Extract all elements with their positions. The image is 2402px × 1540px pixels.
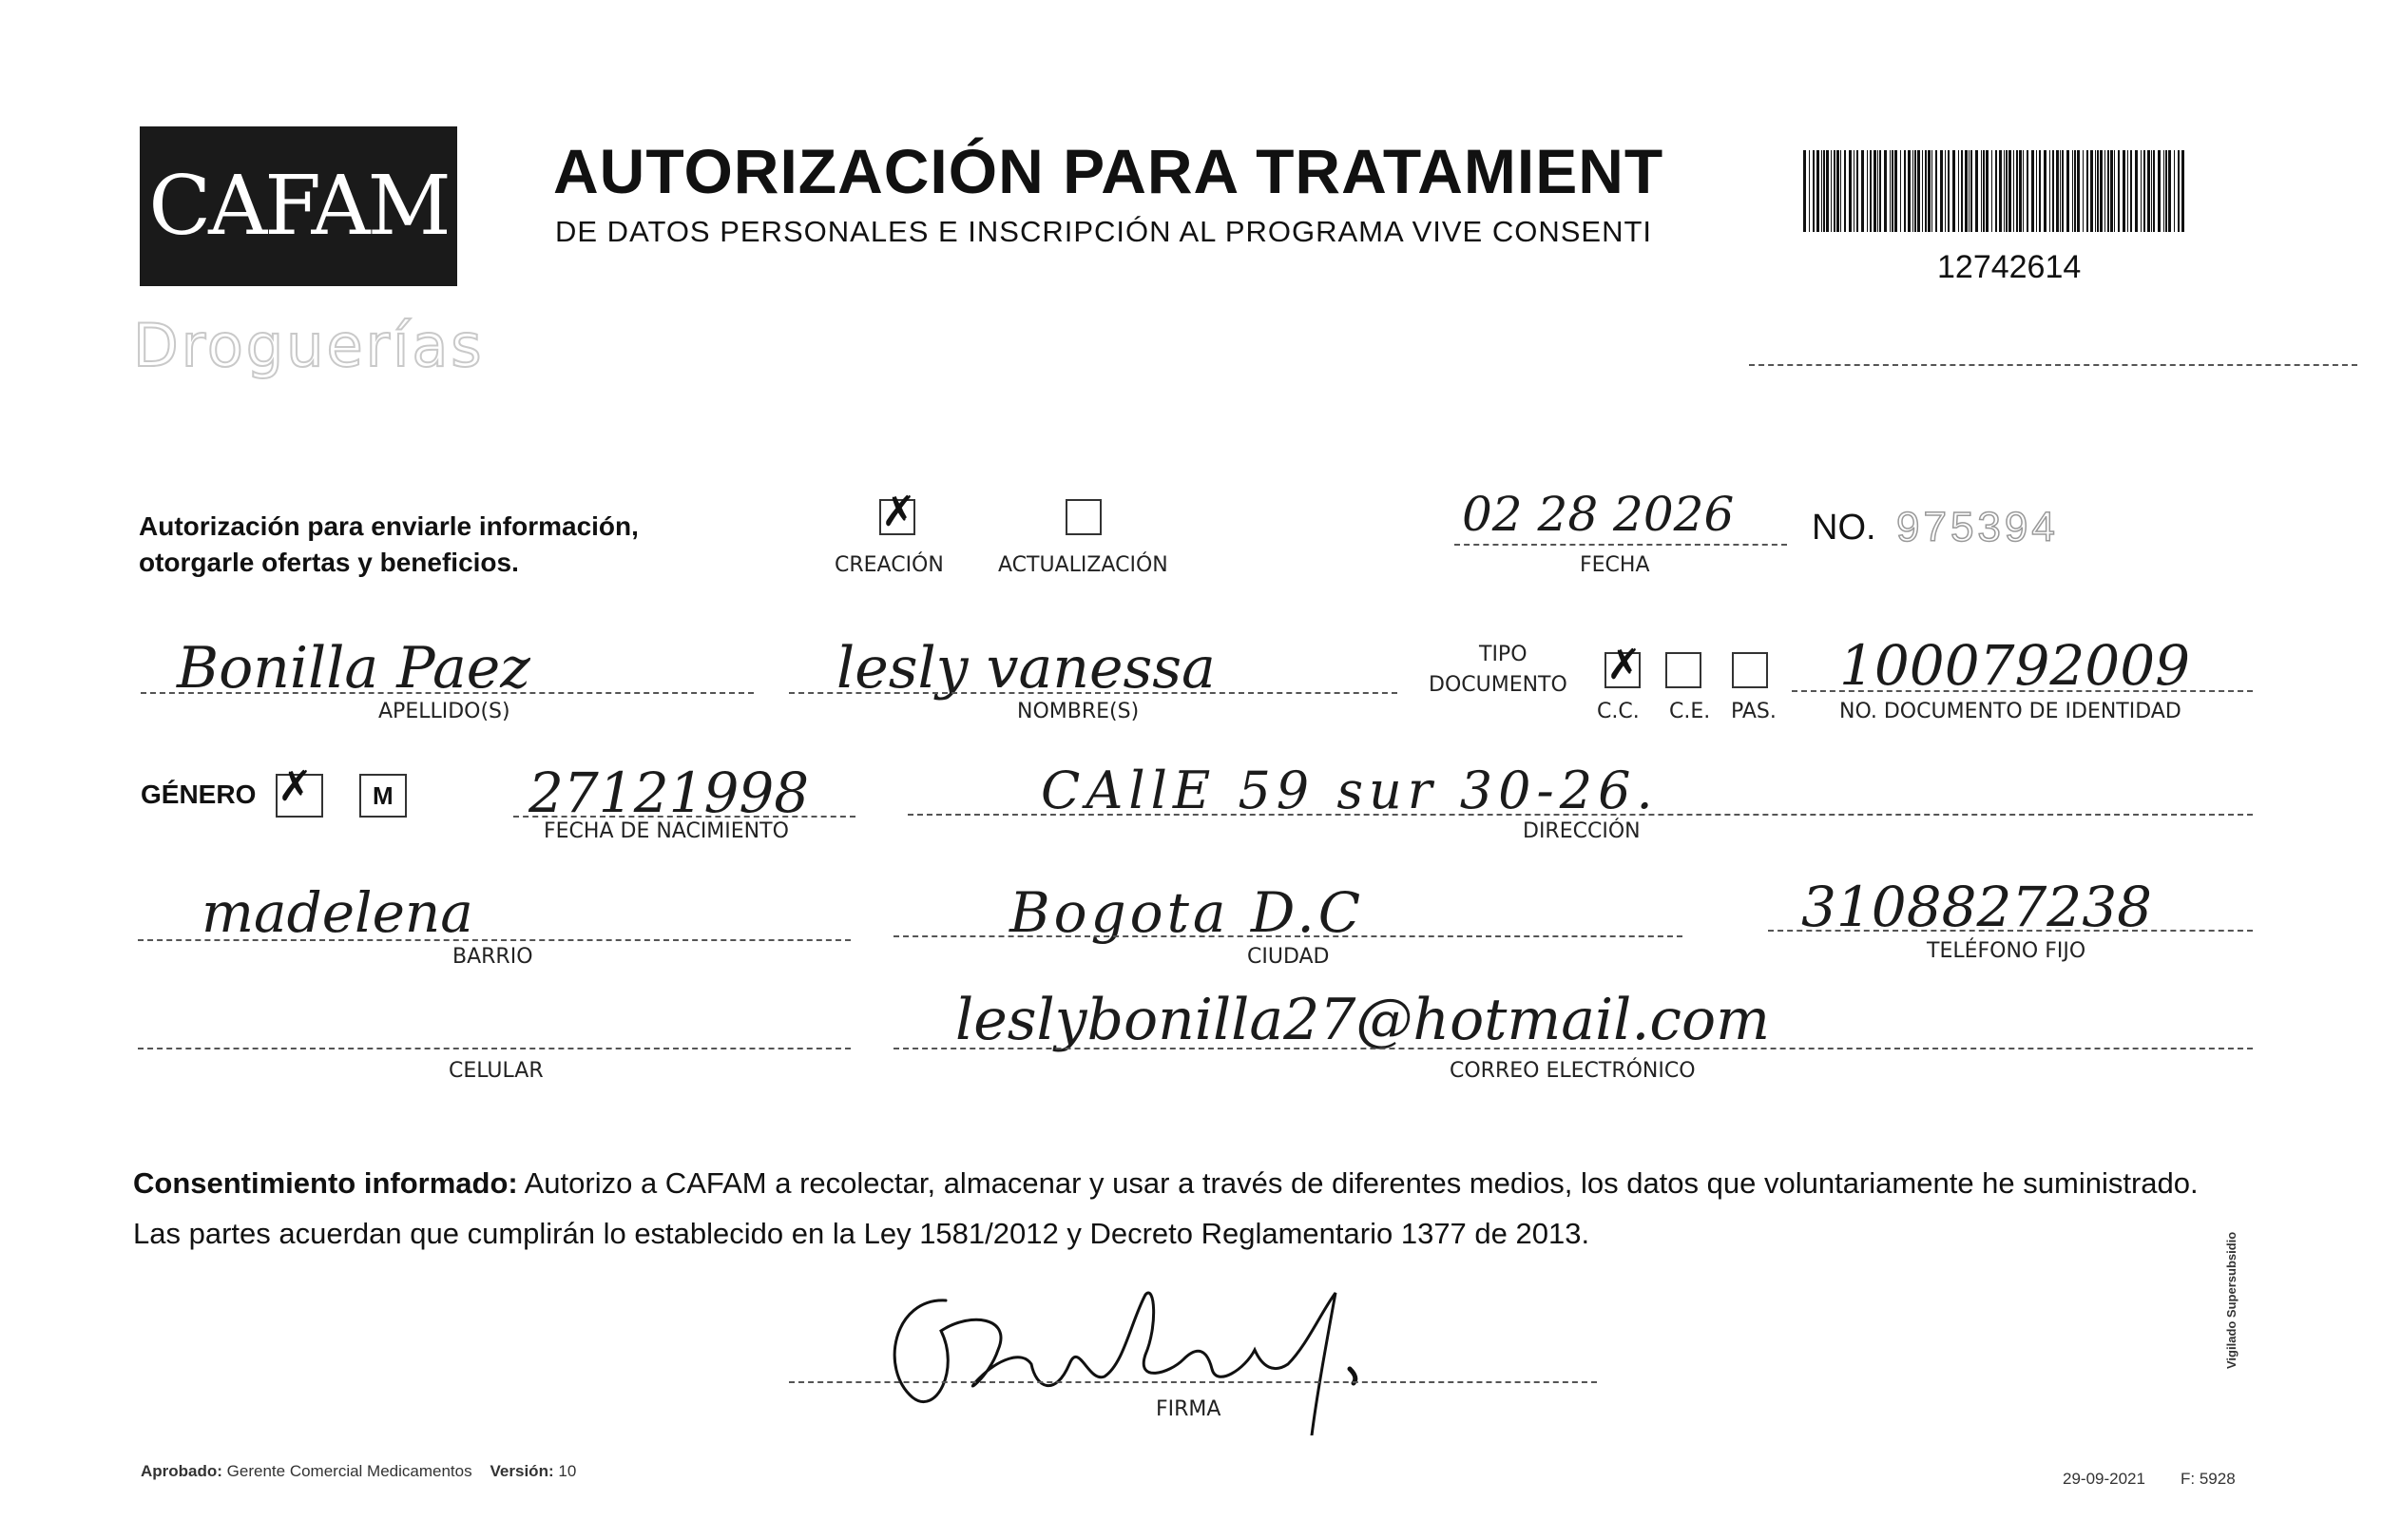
genero-f-checkbox[interactable] [276,774,323,818]
ciudad-label: CIUDAD [1247,945,1330,969]
direccion-line [908,814,2253,816]
fecha-nac-value: 27121998 [528,760,810,825]
direccion-label: DIRECCIÓN [1523,819,1641,843]
barcode [1801,150,2186,232]
numero-value: 975394 [1896,504,2059,550]
correo-label: CORREO ELECTRÓNICO [1450,1059,1696,1083]
brand-subtitle: Droguerías [133,311,485,380]
form-subtitle: DE DATOS PERSONALES E INSCRIPCIÓN AL PROGRAMA VIVE CONSENTI [555,215,1653,248]
actualizacion-label: ACTUALIZACIÓN [998,553,1168,577]
aprobado-value: Gerente Comercial Medicamentos [226,1462,472,1480]
genero-m-label: M [373,781,394,810]
footer-approval [141,1462,576,1481]
celular-label: CELULAR [449,1059,544,1083]
version-value: 10 [558,1462,577,1480]
apellidos-value: Bonilla Paez [177,635,530,702]
tipo-pas-label: PAS. [1731,700,1777,723]
barcode-number: 12742614 [1937,249,2082,285]
header-dashed-line [1749,364,2357,366]
nombres-label: NOMBRE(S) [1017,700,1140,723]
nombres-value: lesly vanessa [836,635,1216,702]
fecha-label: FECHA [1580,553,1650,577]
barrio-label: BARRIO [452,945,533,969]
intro-line-2: otorgarle ofertas y beneficios. [139,548,519,577]
consent-line-1 [133,1158,2262,1208]
telefono-value: 3108827238 [1801,875,2153,939]
tipo-cc-checkbox[interactable] [1605,652,1641,688]
documento-line [1792,690,2253,692]
documento-value: 1000792009 [1839,633,2191,698]
cafam-logo: CAFAM [140,126,457,286]
ciudad-value: Bogota D.C [1009,880,1365,945]
creacion-label: CREACIÓN [835,553,944,577]
nombres-line [789,692,1397,694]
barrio-value: madelena [202,880,473,945]
telefono-line [1768,930,2253,932]
intro-text [139,509,639,581]
intro-line-1: Autorización para enviarle información, [139,511,639,541]
celular-line [138,1048,851,1049]
tipo-label-2: DOCUMENTO [1429,673,1567,697]
footer-code: F: 5928 [2181,1470,2236,1488]
fecha-nac-label: FECHA DE NACIMIENTO [544,819,789,843]
correo-value: leslybonilla27@hotmail.com [955,987,1771,1053]
actualizacion-checkbox[interactable] [1066,499,1102,535]
telefono-label: TELÉFONO FIJO [1927,939,2086,963]
tipo-pas-checkbox[interactable] [1732,652,1768,688]
firma-line [789,1381,1597,1383]
consent-text-1: Autorizo a CAFAM a recolectar, almacenar y usar a través de diferentes medios, los datos que voluntariamente he suministrado. [517,1166,2199,1200]
consent-line-2: Las partes acuerdan que cumplirán lo establecido en la Ley 1581/2012 y Decreto Reglamentario 1377 de 2013. [133,1217,1590,1250]
form-title: AUTORIZACIÓN PARA TRATAMIENT [553,136,1664,206]
correo-line [894,1048,2253,1049]
tipo-ce-label: C.E. [1669,700,1711,723]
barrio-line [138,939,851,941]
fecha-line [1454,544,1787,546]
fecha-value: 02 28 2026 [1462,487,1735,542]
fecha-nac-line [513,816,855,818]
firma-label: FIRMA [1156,1397,1221,1421]
consent-bold: Consentimiento informado: [133,1166,518,1200]
numero-label: NO. [1812,508,1876,548]
footer-side-text: Vigilado Supersubsidio [2224,1231,2239,1369]
direccion-value: CAllE 59 sur 30-26. [1041,760,1659,820]
footer-date: 29-09-2021 [2063,1470,2145,1488]
ciudad-line [894,935,1682,937]
creacion-checkbox[interactable] [879,499,915,535]
aprobado-label: Aprobado: [141,1462,222,1480]
apellidos-label: APELLIDO(S) [378,700,510,723]
consent-text [133,1158,2262,1259]
genero-label: GÉNERO [141,780,257,809]
documento-label: NO. DOCUMENTO DE IDENTIDAD [1839,700,2181,723]
tipo-cc-label: C.C. [1597,700,1640,723]
tipo-label-1: TIPO [1479,643,1528,666]
version-label: Versión: [490,1462,554,1480]
tipo-ce-checkbox[interactable] [1665,652,1701,688]
apellidos-line [141,692,754,694]
